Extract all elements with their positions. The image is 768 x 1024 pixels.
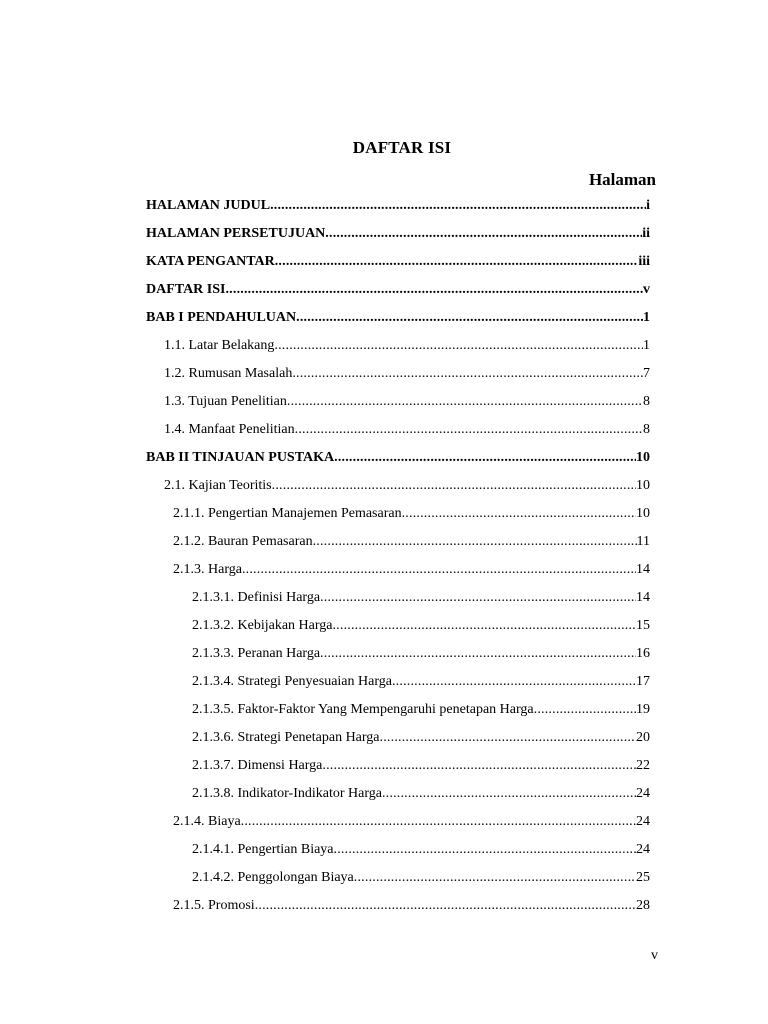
toc-entry — [146, 223, 650, 245]
toc-entry-label: 2.1.3.4. Strategi Penyesuaian Harga — [192, 674, 392, 689]
toc-entry-label: BAB II TINJAUAN PUSTAKA — [146, 450, 335, 465]
toc-entry — [192, 755, 650, 777]
toc-dot-leader — [380, 727, 636, 749]
toc-entry — [146, 307, 650, 329]
toc-dot-leader — [287, 391, 643, 413]
toc-dot-leader — [295, 419, 643, 441]
toc-entry-label: 1.2. Rumusan Masalah — [164, 366, 293, 381]
toc-entry-page: 10 — [636, 450, 650, 465]
toc-dot-leader — [392, 671, 636, 693]
toc-entry-page: iii — [638, 254, 650, 269]
toc-entry — [164, 335, 650, 357]
toc-entry-page: 24 — [636, 786, 650, 801]
toc-entry-label: 2.1.3. Harga — [173, 562, 242, 577]
toc-dot-leader — [274, 335, 643, 357]
toc-dot-leader — [322, 755, 636, 777]
toc-dot-leader — [270, 195, 646, 217]
toc-dot-leader — [334, 839, 636, 861]
toc-entry-label: KATA PENGANTAR — [146, 254, 275, 269]
toc-entry-label: 2.1.3.6. Strategi Penetapan Harga — [192, 730, 380, 745]
toc-entry-label: 2.1. Kajian Teoritis — [164, 478, 272, 493]
toc-entry-page: 1 — [643, 338, 650, 353]
toc-entry-label: 2.1.4.2. Penggolongan Biaya — [192, 870, 354, 885]
toc-entry-page: 11 — [636, 534, 650, 549]
toc-entry — [192, 783, 650, 805]
toc-dot-leader — [332, 615, 636, 637]
toc-entry-label: 2.1.4.1. Pengertian Biaya — [192, 842, 334, 857]
toc-entry-page: 16 — [636, 646, 650, 661]
toc-entry-page: 14 — [636, 590, 650, 605]
toc-entry — [146, 251, 650, 273]
toc-entry — [192, 643, 650, 665]
toc-entry-page: 24 — [636, 814, 650, 829]
toc-dot-leader — [272, 475, 636, 497]
toc-dot-leader — [292, 363, 643, 385]
toc-entry — [146, 447, 650, 469]
toc-entry-page: 8 — [643, 422, 650, 437]
toc-entry-page: 28 — [636, 898, 650, 913]
toc-dot-leader — [325, 223, 642, 245]
toc-entry-page: 1 — [643, 310, 650, 325]
toc-entry-label: 2.1.2. Bauran Pemasaran — [173, 534, 313, 549]
toc-entry-label: 1.1. Latar Belakang — [164, 338, 275, 353]
toc-entry-page: i — [646, 198, 650, 213]
toc-dot-leader — [382, 783, 636, 805]
toc-entry-label: 2.1.3.2. Kebijakan Harga — [192, 618, 333, 633]
toc-entry-page: v — [643, 282, 650, 297]
toc-entry — [192, 699, 650, 721]
toc-entry — [173, 895, 650, 917]
toc-entry-page: ii — [642, 226, 650, 241]
toc-entry-label: 2.1.3.5. Faktor-Faktor Yang Mempengaruhi penetapan Harga — [192, 702, 534, 717]
toc-entry-page: 8 — [643, 394, 650, 409]
toc-entry-page: 15 — [636, 618, 650, 633]
toc-dot-leader — [354, 867, 636, 889]
toc-dot-leader — [534, 699, 636, 721]
toc-entry — [146, 279, 650, 301]
toc-entry-label: 2.1.4. Biaya — [173, 814, 241, 829]
toc-dot-leader — [320, 587, 636, 609]
toc-entry-page: 10 — [636, 506, 650, 521]
toc-entry-label: BAB I PENDAHULUAN — [146, 310, 297, 325]
footer-page-number: v — [651, 948, 658, 963]
toc-entry — [164, 363, 650, 385]
toc-entry-label: 1.3. Tujuan Penelitian — [164, 394, 287, 409]
toc-dot-leader — [241, 811, 636, 833]
toc-entry — [192, 671, 650, 693]
toc-entry-label: 2.1.5. Promosi — [173, 898, 255, 913]
toc-entry-page: 7 — [643, 366, 650, 381]
toc-dot-leader — [275, 251, 639, 273]
toc-dot-leader — [225, 279, 643, 301]
toc-entry-label: HALAMAN PERSETUJUAN — [146, 226, 326, 241]
toc-entry — [173, 503, 650, 525]
toc-entry-page: 19 — [636, 702, 650, 717]
toc-entry-label: 2.1.3.7. Dimensi Harga — [192, 758, 323, 773]
toc-entry — [164, 419, 650, 441]
toc-entry-page: 14 — [636, 562, 650, 577]
toc-entry-page: 22 — [636, 758, 650, 773]
toc-entry-label: HALAMAN JUDUL — [146, 198, 271, 213]
toc-entry-label: 2.1.3.3. Peranan Harga — [192, 646, 321, 661]
toc-entry-page: 17 — [636, 674, 650, 689]
toc-entry-label: DAFTAR ISI — [146, 282, 226, 297]
toc-entry — [173, 531, 650, 553]
toc-entry-page: 25 — [636, 870, 650, 885]
toc-entry-page: 20 — [636, 730, 650, 745]
toc-dot-leader — [242, 559, 636, 581]
toc-dot-leader — [334, 447, 636, 469]
toc-entry — [164, 475, 650, 497]
toc-entry-label: 2.1.3.8. Indikator-Indikator Harga — [192, 786, 382, 801]
toc-dot-leader — [402, 503, 636, 525]
toc-entry — [173, 559, 650, 581]
toc-entry — [192, 727, 650, 749]
toc-dot-leader — [320, 643, 636, 665]
toc-entry — [146, 195, 650, 217]
toc-entry-label: 1.4. Manfaat Penelitian — [164, 422, 295, 437]
toc-entry — [192, 587, 650, 609]
toc-entry-page: 10 — [636, 478, 650, 493]
toc-entry-label: 2.1.1. Pengertian Manajemen Pemasaran — [173, 506, 402, 521]
toc-dot-leader — [313, 531, 637, 553]
page-title: DAFTAR ISI — [352, 138, 452, 157]
toc-entry — [192, 839, 650, 861]
toc-entry-page: 24 — [636, 842, 650, 857]
toc-entry — [173, 811, 650, 833]
toc-entry — [164, 391, 650, 413]
toc-dot-leader — [255, 895, 636, 917]
toc-entry-label: 2.1.3.1. Definisi Harga — [192, 590, 321, 605]
toc-entry — [192, 867, 650, 889]
page-column-header: Halaman — [588, 170, 656, 189]
toc-dot-leader — [296, 307, 643, 329]
toc-entry — [192, 615, 650, 637]
